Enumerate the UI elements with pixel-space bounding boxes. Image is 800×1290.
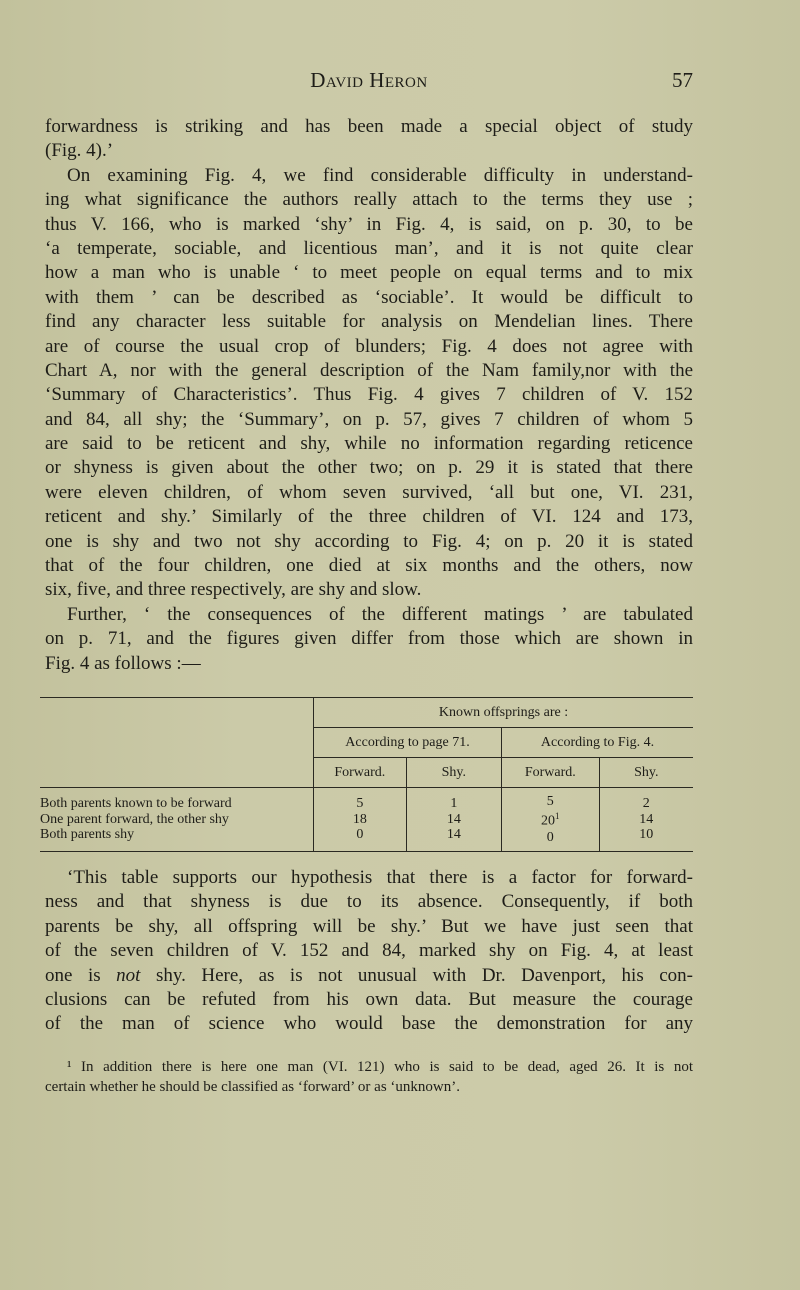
body-text-after-table — [45, 866, 693, 1037]
cell — [502, 809, 599, 829]
text-line — [45, 964, 693, 988]
text-line: one is shy and two not shy according to Fig. 4; on p. 20 it is stated — [45, 530, 693, 552]
text-line: and 84, all shy; the ‘Summary’, on p. 57, gives 7 children of whom 5 — [45, 408, 693, 430]
table-stub — [40, 698, 314, 788]
text-line: ness and that shyness is due to its absence. Consequently, if both — [45, 891, 693, 913]
offspring-table — [40, 697, 693, 852]
text-line: six, five, and three respectively, are shy and slow. — [45, 579, 422, 601]
text-line: (Fig. 4).’ — [45, 140, 114, 162]
text-line: On examining Fig. 4, we find considerable difficulty in understand- — [67, 164, 693, 186]
text-line: on p. 71, and the figures given differ from those which are shown in — [45, 628, 693, 650]
cell-value: 20 — [541, 814, 556, 830]
cell: 18 — [352, 811, 367, 827]
col-forward-p71 — [314, 788, 407, 852]
text-line: are of course the usual crop of blunders; Fig. 4 does not agree with — [45, 335, 693, 357]
subgroup-fig4: According to Fig. 4. — [502, 728, 694, 758]
text-line: of the man of science who would base the demonstration for any — [45, 1013, 693, 1035]
body-text-before-table — [45, 115, 693, 676]
cell: 0 — [356, 827, 364, 843]
text-line: Chart A, nor with the general description of the Nam family,nor with the — [45, 359, 693, 381]
col-shy-fig4 — [599, 788, 693, 852]
text-segment: shy. Here, as is not unusual with Dr. Davenport, his con- — [140, 964, 694, 986]
column-header: Shy. — [406, 758, 501, 788]
text-line: ¹ In addition there is here one man (VI. 121) who is said to be dead, aged 26. It is not — [67, 1059, 693, 1075]
cell: 2 — [642, 796, 650, 812]
column-header: Forward. — [314, 758, 407, 788]
cell: 14 — [639, 811, 654, 827]
text-line: ‘This table supports our hypothesis that there is a factor for forward- — [67, 867, 693, 888]
text-line: how a man who is unable ‘ to meet people on equal terms and to mix — [45, 262, 693, 284]
text-line: ‘a temperate, sociable, and licentious man’, and it is not quite clear — [45, 237, 693, 259]
cell: 10 — [639, 827, 654, 843]
col-shy-p71 — [406, 788, 501, 852]
group-header-text: Known offsprings are : — [438, 704, 569, 720]
column-header: Forward. — [502, 758, 600, 788]
row-label: One parent forward, the other shy — [40, 811, 229, 827]
table-group-header — [314, 698, 694, 728]
subgroup-page71: According to page 71. — [314, 728, 502, 758]
text-line: certain whether he should be classified as ‘forward’ or as ‘unknown’. — [45, 1079, 460, 1095]
row-labels — [40, 788, 314, 852]
text-line: reticent and shy.’ Similarly of the three children of VI. 124 and 173, — [45, 506, 693, 528]
cell: 0 — [546, 829, 554, 845]
running-title: David Heron — [310, 68, 428, 92]
cell: 5 — [546, 793, 554, 809]
page-number: 57 — [672, 68, 693, 92]
cell: 5 — [356, 796, 364, 812]
text-line: ‘Summary of Characteristics’. Thus Fig. 4 gives 7 children of V. 152 — [45, 384, 693, 406]
footnote — [45, 1057, 693, 1097]
text-segment: one is — [45, 964, 117, 986]
text-line: that of the four children, one died at six months and the others, now — [45, 555, 693, 577]
text-line: ing what significance the authors really attach to the terms they use ; — [45, 189, 693, 211]
cell: 14 — [446, 827, 461, 843]
footnote-mark: 1 — [555, 811, 560, 822]
row-label: Both parents known to be forward — [40, 796, 232, 812]
text-line: clusions can be refuted from his own data. But measure the courage — [45, 988, 693, 1010]
page-header — [45, 68, 693, 98]
col-forward-fig4 — [502, 788, 600, 852]
text-line: or shyness is given about the other two; on p. 29 it is stated that there — [45, 457, 693, 479]
cell: 14 — [446, 811, 461, 827]
text-line: Fig. 4 as follows :— — [45, 652, 201, 674]
text-line: thus V. 166, who is marked ‘shy’ in Fig. 4, is said, on p. 30, to be — [45, 213, 693, 235]
text-line: of the seven children of V. 152 and 84, marked shy on Fig. 4, at least — [45, 940, 693, 962]
emphasis: not — [116, 964, 141, 986]
text-line: find any character less suitable for analysis on Mendelian lines. There — [45, 311, 693, 333]
cell: 1 — [450, 796, 458, 812]
text-line: are said to be reticent and shy, while no information regarding reticence — [45, 433, 693, 455]
column-header: Shy. — [599, 758, 693, 788]
text-line: were eleven children, of whom seven survived, ‘all but one, VI. 231, — [45, 481, 693, 503]
text-line: parents be shy, all offspring will be shy.’ But we have just seen that — [45, 915, 693, 937]
text-line: with them ’ can be described as ‘sociable’. It would be difficult to — [45, 286, 693, 308]
row-label: Both parents shy — [40, 827, 135, 843]
text-line: forwardness is striking and has been made a special object of study — [45, 116, 693, 137]
text-line: Further, ‘ the consequences of the different matings ’ are tabulated — [67, 603, 693, 625]
